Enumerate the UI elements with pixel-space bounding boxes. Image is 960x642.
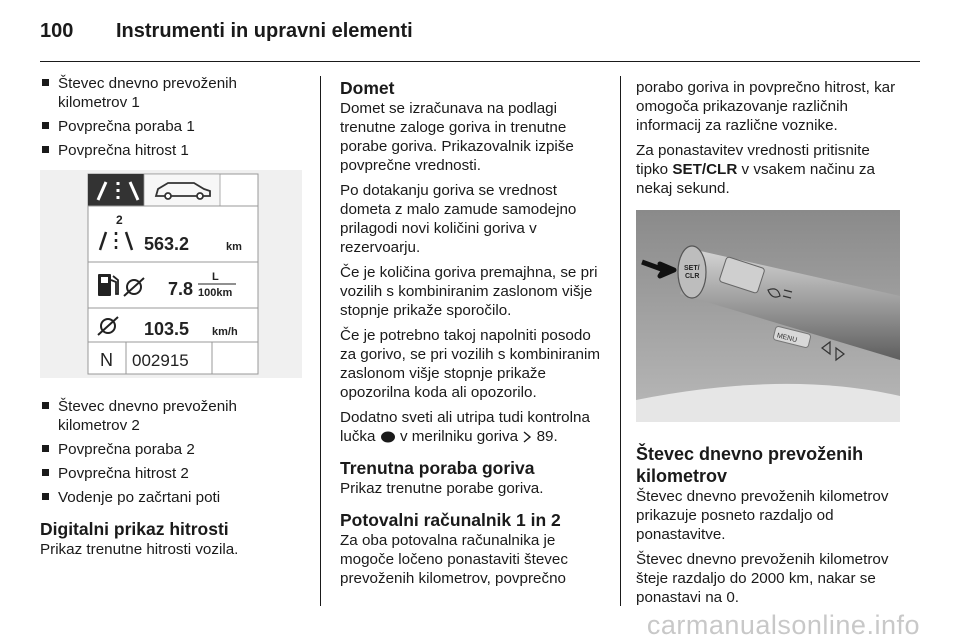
trip-index: 2 [116, 213, 123, 227]
list-item: Povprečna hitrost 2 [40, 464, 302, 483]
list-item: Povprečna hitrost 1 [40, 141, 302, 160]
section-heading: Digitalni prikaz hitrosti [40, 519, 229, 539]
consumption-unit-bottom: 100km [198, 287, 233, 299]
bullet-icon [42, 493, 49, 500]
paragraph: Po dotakanju goriva se vrednost dometa z malo zamude samodejno prilagodi novi količini goriva v rezervoarju. [340, 182, 577, 256]
page-header [40, 16, 920, 56]
gear-indicator: N [100, 350, 113, 370]
consumption-unit-top: L [212, 271, 219, 283]
bullet-icon [42, 79, 49, 86]
section-heading: Trenutna poraba goriva [340, 458, 535, 478]
paragraph: Če je potrebno takoj napolniti posodo za gorivo, se pri vozilih s kombiniranim zaslonom višje stopnje prikaže opozorilna koda ali opozorilo. [340, 327, 600, 401]
page-reference-icon [522, 431, 532, 443]
watermark: carmanualsonline.info [646, 610, 920, 640]
paragraph: Prikaz trenutne hitrosti vozila. [40, 541, 239, 558]
trip-unit: km [226, 241, 242, 253]
speed-value: 103.5 [144, 319, 190, 339]
bullet-icon [42, 469, 49, 476]
paragraph: Prikaz trenutne porabe goriva. [340, 480, 544, 497]
paragraph: Za oba potovalna računalnika je mogoče ločeno ponastaviti števec prevoženih kilometrov, povprečno [340, 532, 568, 587]
column-2 [340, 78, 606, 594]
bullet-icon [42, 445, 49, 452]
header-rule [40, 61, 920, 62]
set-button-label: SET/ [684, 265, 700, 272]
paragraph: Dodatno sveti ali utripa tudi kontrolna lučka v merilniku goriva 89. [340, 409, 590, 445]
paragraph: Domet se izračunava na podlagi trenutne zaloge goriva in trenutne porabe goriva. Prikazovalnik izpiše povprečne vrednosti. [340, 100, 574, 174]
column-1 [40, 74, 302, 565]
speed-unit: km/h [212, 326, 238, 338]
section-heading: Domet [340, 78, 395, 98]
warning-lamp-icon [380, 431, 396, 443]
list-item: Povprečna poraba 2 [40, 440, 302, 459]
stalk-illustration [636, 210, 900, 422]
paragraph: porabo goriva in povprečno hitrost, kar omogoča prikazovanje različnih informacij za različne voznike. [636, 79, 896, 134]
list-item: Števec dnevno prevoženih kilometrov 2 [40, 397, 302, 435]
clr-button-label: CLR [685, 273, 700, 280]
paragraph: Števec dnevno prevoženih kilometrov šteje razdaljo do 2000 km, nakar se ponastavi na 0. [636, 551, 889, 606]
page-title: Instrumenti in upravni elementi [116, 20, 413, 42]
bullet-icon [42, 402, 49, 409]
bullet-icon [42, 146, 49, 153]
bullet-icon [42, 122, 49, 129]
paragraph: Za ponastavitev vrednosti pritisnite tipko SET/CLR v vsakem načinu za nekaj sekund. [636, 142, 875, 197]
menu-button-label: MENU [775, 332, 798, 345]
consumption-value: 7.8 [168, 279, 194, 299]
stalk-photo [636, 210, 904, 427]
paragraph: Če je količina goriva premajhna, se pri vozilih s kombiniranim zaslonom višje stopnje prikaže sporočilo. [340, 264, 598, 319]
odometer-value: 002915 [132, 351, 189, 370]
trip-value: 563.2 [144, 234, 190, 254]
list-item: Števec dnevno prevoženih kilometrov 1 [40, 74, 302, 112]
section-heading: Potovalni računalnik 1 in 2 [340, 510, 561, 530]
column-3 [636, 78, 904, 613]
list-item: Vodenje po začrtani poti [40, 488, 302, 507]
column-divider [320, 76, 321, 606]
list-item: Povprečna poraba 1 [40, 117, 302, 136]
page-number: 100 [40, 20, 74, 42]
paragraph: Števec dnevno prevoženih kilometrov prikazuje posneto razdaljo od ponastavitve. [636, 488, 889, 543]
column-divider [620, 76, 621, 606]
display-svg [40, 170, 302, 378]
instrument-display-illustration [40, 170, 302, 383]
section-heading: Števec dnevno prevoženih kilometrov [636, 444, 864, 486]
